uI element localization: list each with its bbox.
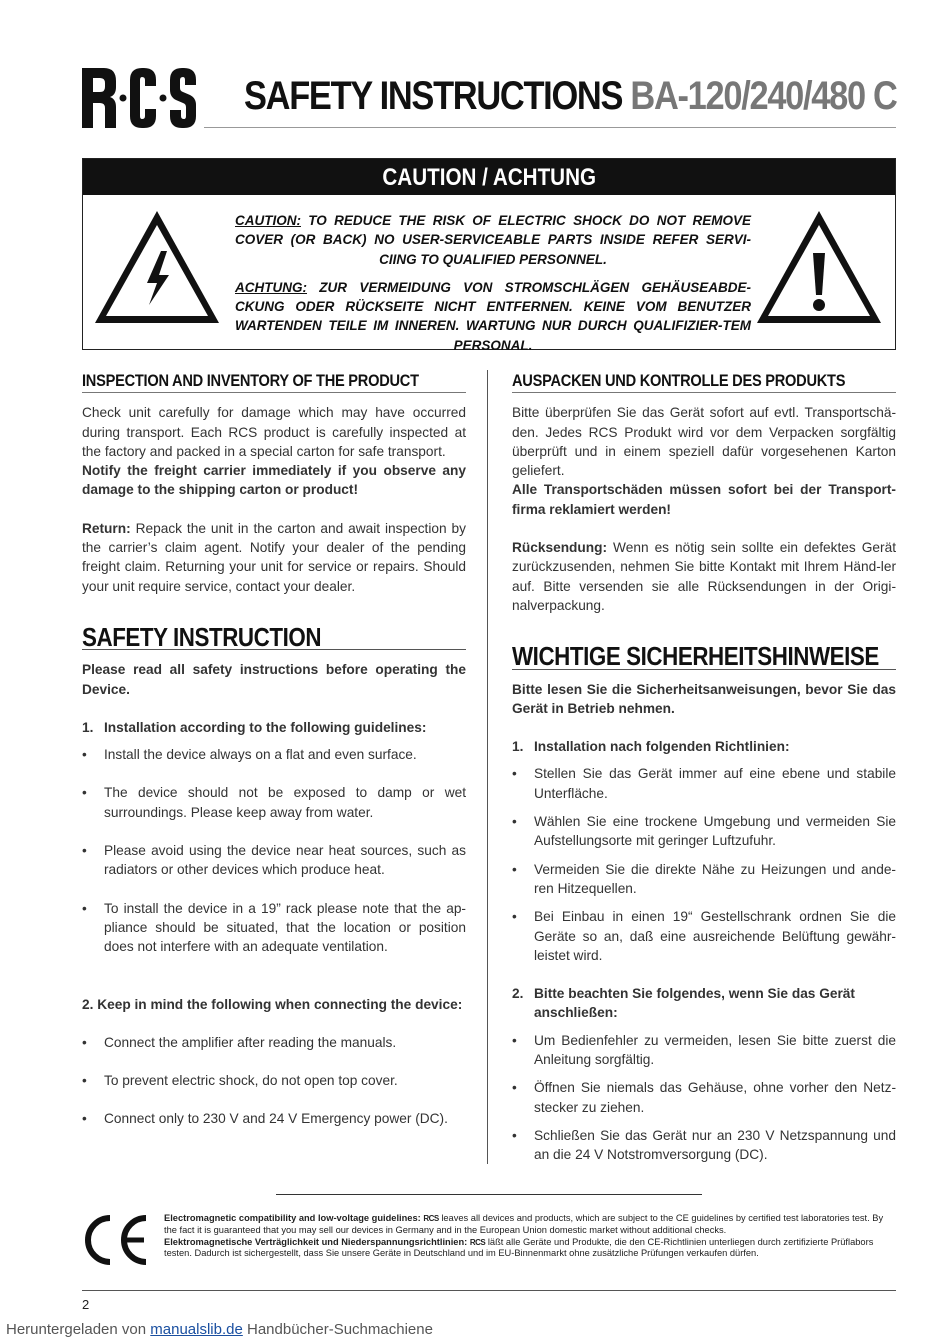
item1-title: 1. Installation according to the following guidelines: (82, 719, 427, 735)
caution-text (235, 211, 751, 364)
ce-statement-german: Elektromagnetische Verträglichkeit und Niederspannungsrichtlinien: RCS läßt alle Geräte und Produkte, die den CE-Richtlinien unterliegen durch zertifizierte Prüflabors testen. Dadurch ist sichergestellt, dass Sie unsere Geräte in Deutschland und im EU-Binnenmarkt ohne zusätzliche Prüfungen verkaufen dürfen. (164, 1236, 874, 1259)
notify-text-de: Alle Transportschäden müssen sofort bei der Transport-firma reklamiert werden! (512, 482, 896, 517)
rcs-logo (80, 66, 198, 130)
page-title: SAFETY INSTRUCTIONS BA-120/240/480 C (244, 74, 897, 118)
column-divider (487, 370, 488, 1164)
list-item: • Um Bedienfehler zu vermeiden, lesen Sie bitte zuerst die Anleitung sorgfältig. (512, 1032, 896, 1068)
caution-english: CAUTION: TO REDUCE THE RISK OF ELECTRIC SHOCK DO NOT REMOVE COVER (OR BACK) NO USER-SERVICEABLE PARTS INSIDE REFER SERVI-CIING TO QUALIFIED PERSONNEL. (235, 213, 751, 267)
list-item: • To install the device in a 19” rack please note that the ap-pliance should be situated, that the location or position does not interfere with an adequate ventilation. (82, 900, 466, 955)
safety-intro: Please read all safety instructions before operating the Device. (82, 662, 466, 697)
safety-intro-de: Bitte lesen Sie die Sicherheitsanweisungen, bevor Sie das Gerät in Betrieb nehmen. (512, 681, 896, 716)
caution-box (82, 158, 896, 353)
inspection-heading: INSPECTION AND INVENTORY OF THE PRODUCT (82, 371, 466, 393)
return-text: Return: Repack the unit in the carton and await inspection by the carrier’s claim agent. Notify your dealer of the pending freight claim. Returning your unit for service or repairs. Should your unit require service, contact your dealer. (82, 520, 466, 594)
exclamation-warning-icon (753, 207, 885, 329)
list-item: • Vermeiden Sie die direkte Nähe zu Heizungen und ande-ren Hitzequellen. (512, 861, 896, 896)
list-item: • The device should not be exposed to damp or wet surroundings. Please keep away from water. (82, 785, 466, 820)
header-rule (204, 127, 896, 128)
item2-title: 2. Keep in mind the following when connecting the device: (82, 996, 463, 1012)
caution-german: ACHTUNG: ZUR VERMEIDUNG VON STROMSCHLÄGEN GEHÄUSEABDE-CKUNG ODER RÜCKSEITE NICHT ENTFERNEN. KEINE VOM BENUTZER WARTENDEN TEILE IM INNEREN. WARTUNG NUR DURCH QUALIFIZIER-TEM PERSONAL. (235, 279, 751, 353)
list-item: • Please avoid using the device near heat sources, such as radiators or other devices which produce heat. (82, 843, 466, 878)
list-item: • Öffnen Sie niemals das Gehäuse, ohne vorher den Netz-stecker zu ziehen. (512, 1080, 896, 1115)
list-item: • Connect only to 230 V and 24 V Emergency power (DC). (82, 1111, 448, 1127)
list-item: • Bei Einbau in einen 19“ Gestellschrank ordnen Sie die Geräte so an, daß eine ausreichende Belüftung gewähr-leistet wird. (512, 909, 896, 963)
list-item: • Wählen Sie eine trockene Umgebung und vermeiden Sie Aufstellungsorte mit geringer Luftzufuhr. (512, 814, 896, 849)
manualslib-link[interactable]: manualslib.de (150, 1321, 243, 1338)
list-item: • Connect the amplifier after reading the manuals. (82, 1034, 397, 1050)
model-number: BA-120/240/480 C (630, 74, 897, 118)
notify-text: Notify the freight carrier immediately if you observe any damage to the shipping carton or product! (82, 463, 466, 498)
list-item: • Schließen Sie das Gerät nur an 230 V Netzspannung und an die 24 V Notstromversorgung (DC). (512, 1127, 896, 1163)
inspection-text: Check unit carefully for damage which may have occurred during transport. Each RCS product is carefully inspected at the factory and packed in a special carton for safe transport. (82, 405, 466, 459)
ce-statement (164, 1213, 896, 1260)
caution-heading: CAUTION / ACHTUNG (83, 159, 895, 195)
list-item: • To prevent electric shock, do not open top cover. (82, 1073, 398, 1089)
safety-heading-de: WICHTIGE SICHERHEITSHINWEISE (512, 647, 896, 669)
left-column (82, 371, 466, 1129)
footer-rule (276, 1194, 702, 1195)
inspection-text-de: Bitte überprüfen Sie das Gerät sofort auf evtl. Transportschä-den. Jedes RCS Produkt wird vor dem Verpacken sorgfältig überprüft und in einem speziell dafür vorgesehenen Karton geliefert. (512, 405, 896, 479)
safety-heading: SAFETY INSTRUCTION (82, 628, 466, 650)
inspection-heading-de: AUSPACKEN UND KONTROLLE DES PRODUKTS (512, 371, 896, 393)
ce-statement-english: Electromagnetic compatibility and low-voltage guidelines: RCS leaves all devices and products, which are subject to the CE guidelines by certified test laboratories test. By the fact it is guaranteed that you may sell our devices in Germany and in the European Union domestic market without additional checks. (164, 1213, 884, 1235)
item2-title-de: 2. Bitte beachten Sie folgendes, wenn Sie das Gerät anschließen: (512, 986, 855, 1021)
page-number: 2 (82, 1297, 90, 1312)
return-text-de: Rücksendung: Wenn es nötig sein sollte ein defektes Gerät zurückzusenden, nehmen Sie bitte Kontakt mit Ihrem Händ-ler auf. Bitte versenden sie alle Rücksendungen in der Origi-nalverpackung. (512, 540, 896, 613)
right-column (512, 371, 896, 1165)
item1-title-de: 1. Installation nach folgenden Richtlinien: (512, 739, 790, 755)
download-note: Heruntergeladen von manualslib.de Handbücher-Suchmachiene (6, 1321, 433, 1338)
electric-shock-warning-icon (91, 207, 223, 329)
list-item: • Install the device always on a flat and even surface. (82, 747, 417, 763)
bottom-rule (82, 1290, 896, 1291)
list-item: • Stellen Sie das Gerät immer auf eine ebene und stabile Unterfläche. (512, 766, 896, 801)
ce-mark-icon (80, 1212, 150, 1268)
